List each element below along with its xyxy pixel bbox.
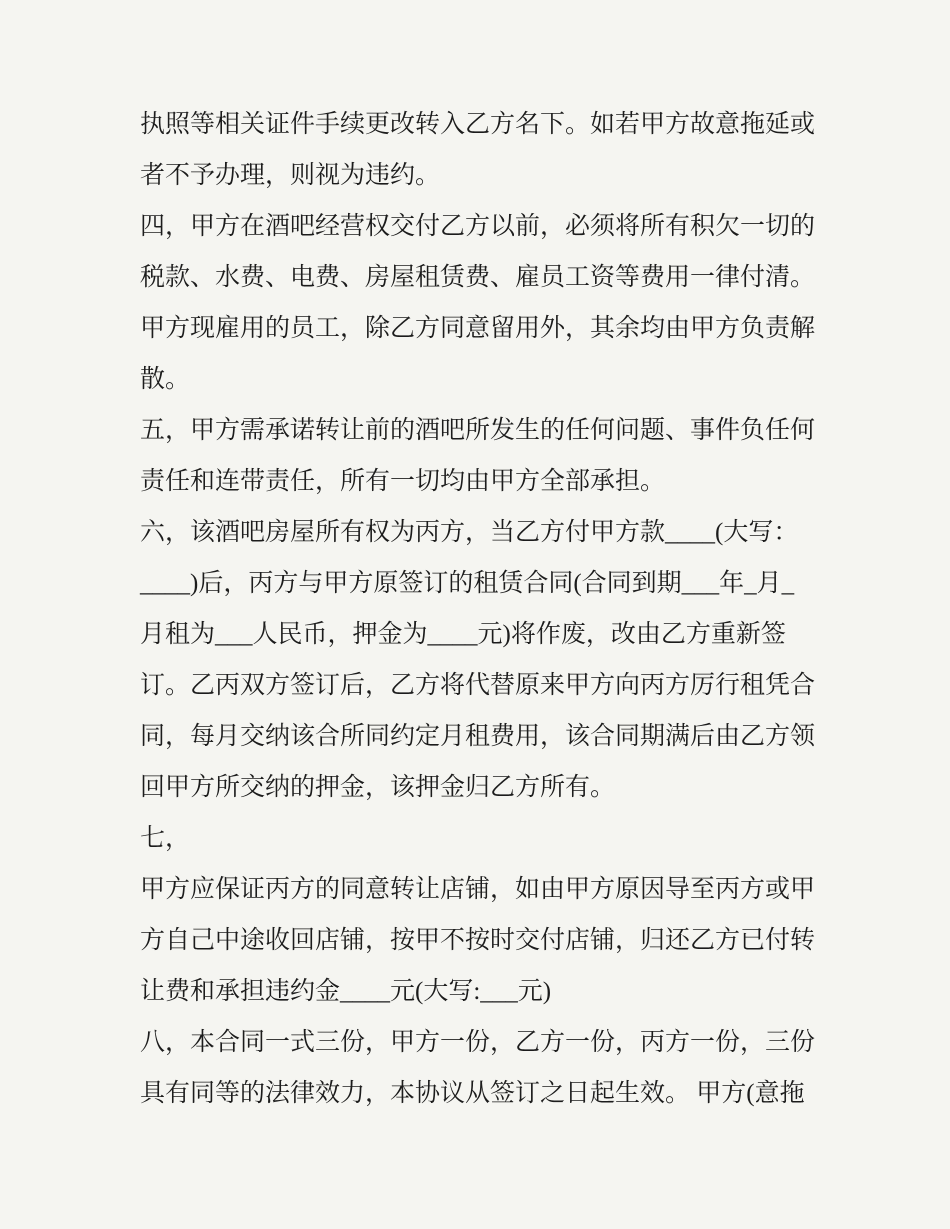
contract-line: 甲方应保证丙方的同意转让店铺，如由甲方原因导至丙方或甲 <box>140 876 816 903</box>
contract-line: 同，每月交纳该合所同约定月租费用，该合同期满后由乙方领 <box>140 723 816 750</box>
contract-line: 甲方现雇用的员工，除乙方同意留用外，其余均由甲方负责解 <box>140 315 816 342</box>
contract-line: 具有同等的法律效力，本协议从签订之日起生效。 甲方(意拖 <box>140 1080 805 1107</box>
contract-line: 方自己中途收回店铺，按甲不按时交付店铺，归还乙方已付转 <box>140 927 816 954</box>
contract-line: 让费和承担违约金____元(大写:___元) <box>140 978 552 1005</box>
contract-body-text <box>140 99 840 1119</box>
contract-line-clause-8: 八，本合同一式三份，甲方一份，乙方一份，丙方一份，三份 <box>140 1029 816 1056</box>
contract-line: 回甲方所交纳的押金，该押金归乙方所有。 <box>140 774 616 801</box>
contract-line-clause-6: 六，该酒吧房屋所有权为丙方，当乙方付甲方款____(大写： <box>140 519 799 546</box>
contract-line-clause-4: 四，甲方在酒吧经营权交付乙方以前，必须将所有积欠一切的 <box>140 213 816 240</box>
contract-line: 月租为___人民币，押金为____元)将作废，改由乙方重新签 <box>140 621 786 648</box>
contract-line: 责任和连带责任，所有一切均由甲方全部承担。 <box>140 468 666 495</box>
contract-line: 税款、水费、电费、房屋租赁费、雇员工资等费用一律付清。 <box>140 264 816 291</box>
contract-line: 执照等相关证件手续更改转入乙方名下。如若甲方故意拖延或 <box>140 111 816 138</box>
contract-line: 者不予办理，则视为违约。 <box>140 162 441 189</box>
contract-line: 散。 <box>140 366 191 393</box>
contract-line-clause-5: 五，甲方需承诺转让前的酒吧所发生的任何问题、事件负任何 <box>140 417 816 444</box>
contract-line-clause-7: 七， <box>140 825 191 852</box>
contract-line: ____)后，丙方与甲方原签订的租赁合同(合同到期___年_月_ <box>140 570 795 597</box>
contract-line: 订。乙丙双方签订后，乙方将代替原来甲方向丙方厉行租凭合 <box>140 672 816 699</box>
